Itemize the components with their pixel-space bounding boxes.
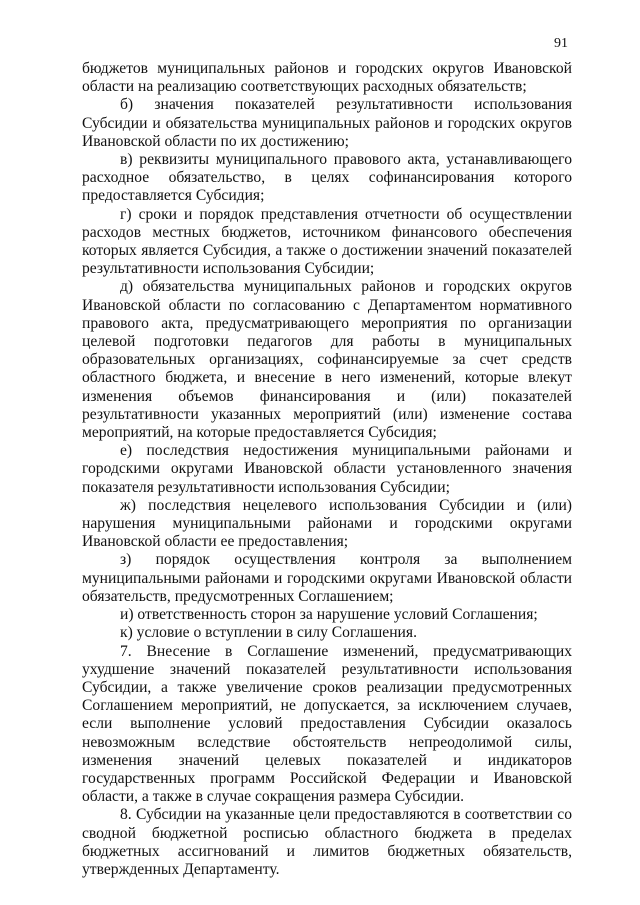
- paragraph-item-e: е) последствия недостижения муниципальными районами и городскими округами Ивановской области установленного значения показателя результативности использования Субсидии;: [82, 442, 572, 496]
- paragraph-item-g: г) сроки и порядок представления отчетности об осуществлении расходов местных бюджетов, источником финансового обеспечения которых является Субсидия, а также о достижении значений показателей результативности использования Субсидии;: [82, 205, 572, 278]
- paragraph-section-8: 8. Субсидии на указанные цели предоставляются в соответствии со сводной бюджетной росписью областного бюджета в пределах бюджетных ассигнований и лимитов бюджетных обязательств, утвержденных Департаменту.: [82, 806, 572, 878]
- paragraph-item-i: и) ответственность сторон за нарушение условий Соглашения;: [120, 606, 538, 624]
- paragraph-item-v: в) реквизиты муниципального правового акта, устанавливающего расходное обязательство, в целях софинансирования которого предоставляется Субсидия;: [82, 151, 572, 205]
- paragraph-continuation: бюджетов муниципальных районов и городских округов Ивановской области на реализацию соответствующих расходных обязательств;: [82, 60, 572, 96]
- document-body: [82, 60, 572, 879]
- page-number: 91: [554, 36, 568, 51]
- paragraph-item-b: б) значения показателей результативности использования Субсидии и обязательства муниципальных районов и городских округов Ивановской области по их достижению;: [82, 96, 572, 150]
- paragraph-item-d: д) обязательства муниципальных районов и городских округов Ивановской области по согласованию с Департаментом нормативного правового акта, предусматривающего мероприятия по организации целевой подготовки педагогов для работы в муниципальных образовательных организациях, софинансируемые за счет средств областного бюджета, и внесение в него изменений, которые влекут изменения объемов финансирования и (или) показателей результативности указанных мероприятий (или) изменение состава мероприятий, на которые предоставляется Субсидия;: [82, 278, 572, 442]
- paragraph-section-7: 7. Внесение в Соглашение изменений, предусматривающих ухудшение значений показателей результативности использования Субсидии, а также увеличение сроков реализации предусмотренных Соглашением мероприятий, не допускается, за исключением случаев, если выполнение условий предоставления Субсидии оказалось невозможным вследствие обстоятельств непреодолимой силы, изменения значений целевых показателей и индикаторов государственных программ Российской Федерации и Ивановской области, а также в случае сокращения размера Субсидии.: [82, 642, 572, 806]
- paragraph-item-z: з) порядок осуществления контроля за выполнением муниципальными районами и городскими округами Ивановской области обязательств, предусмотренных Соглашением;: [82, 551, 572, 605]
- paragraph-item-zh: ж) последствия нецелевого использования Субсидии и (или) нарушения муниципальными районами и городскими округами Ивановской области ее предоставления;: [82, 496, 572, 551]
- paragraph-item-k: к) условие о вступлении в силу Соглашения.: [120, 624, 417, 642]
